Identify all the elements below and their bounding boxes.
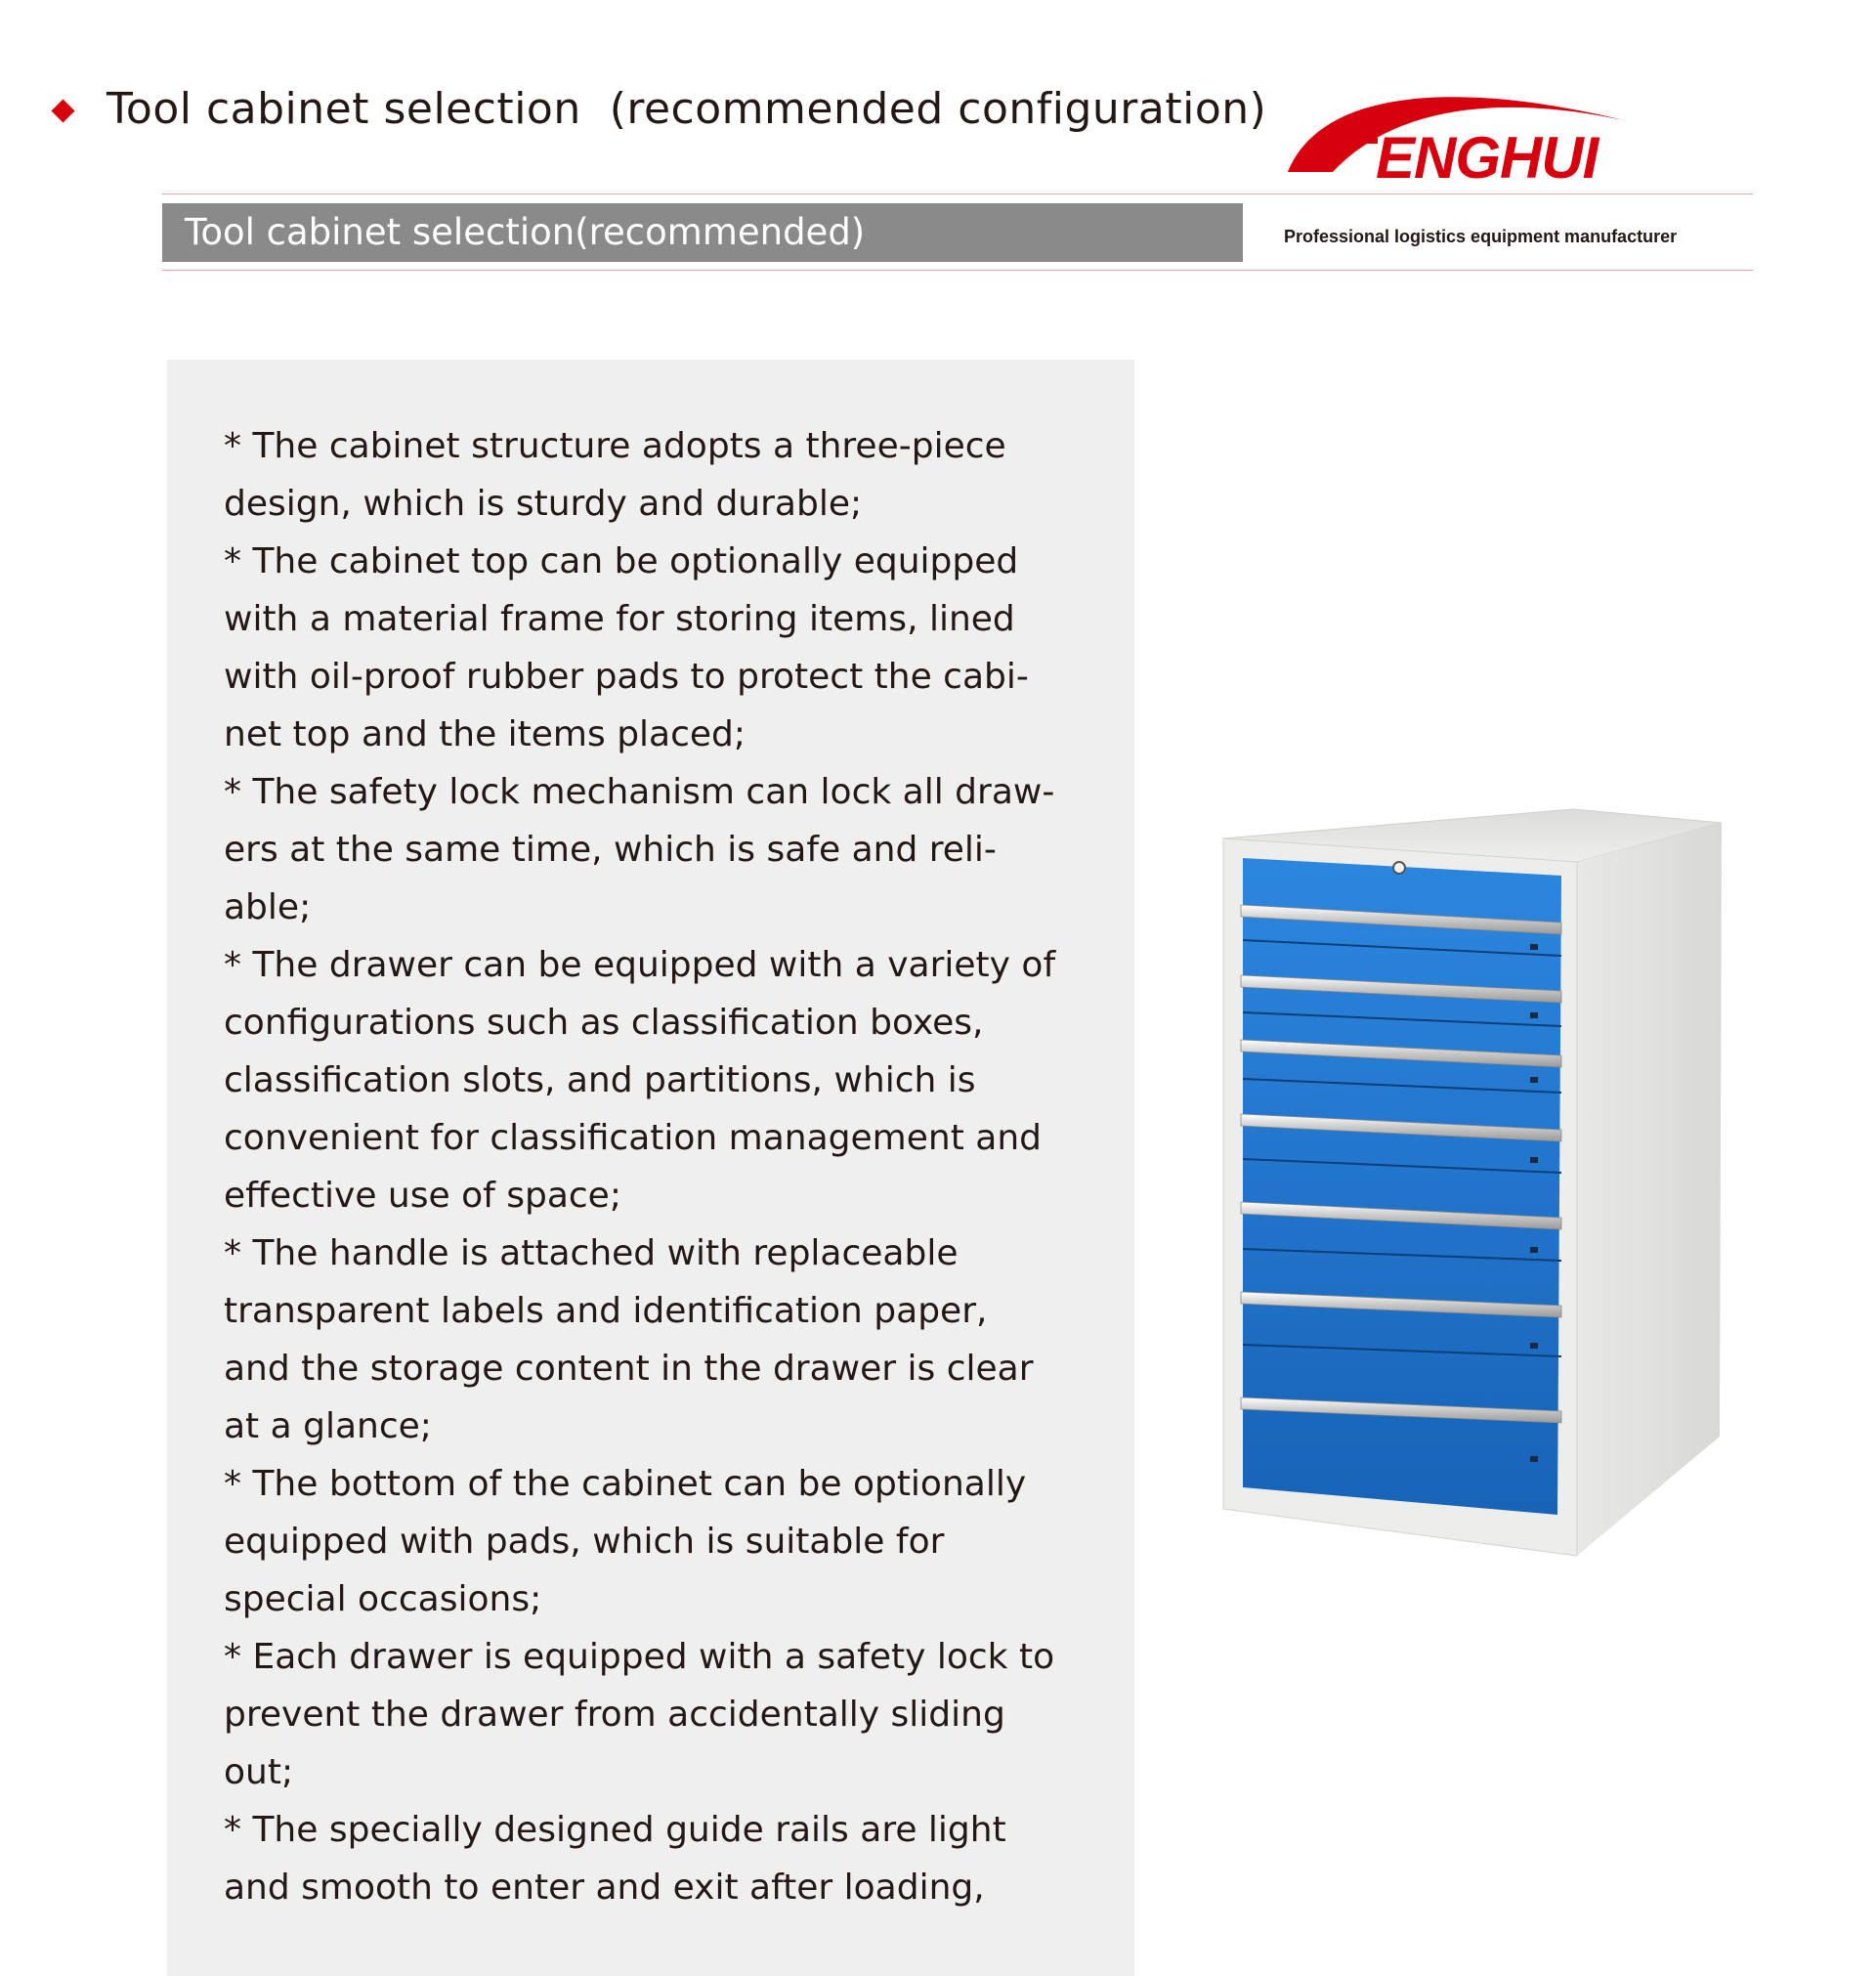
header-rule-top — [162, 193, 1753, 194]
description-line: * The cabinet top can be optionally equipped — [224, 541, 1019, 581]
description-line: * The bottom of the cabinet can be optionally — [224, 1464, 1027, 1504]
description-line: transparent labels and identification paper, — [224, 1291, 988, 1331]
description-line: configurations such as classification boxes, — [224, 1003, 984, 1043]
description-line: * The specially designed guide rails are light — [224, 1810, 1006, 1850]
description-line: prevent the drawer from accidentally sliding — [224, 1695, 1005, 1735]
description-line: * Each drawer is equipped with a safety lock to — [224, 1637, 1055, 1677]
header-rule-bottom — [162, 270, 1753, 271]
section-banner: Tool cabinet selection(recommended) — [162, 203, 1243, 262]
description-line: * The handle is attached with replaceable — [224, 1233, 959, 1273]
cabinet-lock-icon — [1393, 862, 1405, 874]
description-panel — [167, 360, 1134, 1976]
description-line: classification slots, and partitions, which is — [224, 1060, 976, 1100]
description-line: * The drawer can be equipped with a variety of — [224, 945, 1056, 985]
logo-wordmark: ENGHUI — [1376, 125, 1599, 186]
description-line: convenient for classification management and — [224, 1118, 1042, 1158]
description-line: special occasions; — [224, 1579, 542, 1619]
description-line: and the storage content in the drawer is clear — [224, 1349, 1034, 1389]
description-line: and smooth to enter and exit after loading, — [224, 1868, 985, 1908]
description-line: * The safety lock mechanism can lock all draw- — [224, 772, 1055, 812]
description-line: ers at the same time, which is safe and reli- — [224, 830, 997, 870]
description-line: with oil-proof rubber pads to protect the cabi- — [224, 657, 1029, 697]
page-heading — [55, 84, 1266, 134]
description-line: equipped with pads, which is suitable for — [224, 1522, 945, 1562]
cabinet-side — [1577, 823, 1722, 1556]
logo-crossbar — [1341, 135, 1378, 144]
tool-cabinet-image — [1221, 803, 1729, 1558]
page-title: Tool cabinet selection (recommended configuration) — [107, 84, 1267, 134]
description-line: at a glance; — [224, 1406, 432, 1446]
brand-tagline: Professional logistics equipment manufacturer — [1284, 227, 1678, 246]
diamond-bullet-icon — [51, 99, 74, 122]
description-line: design, which is sturdy and durable; — [224, 484, 863, 524]
description-line: out; — [224, 1752, 294, 1792]
description-line: with a material frame for storing items, lined — [224, 599, 1015, 639]
description-line: net top and the items placed; — [224, 714, 746, 754]
description-line: effective use of space; — [224, 1176, 621, 1216]
brand-logo — [1288, 78, 1640, 186]
description-line: able; — [224, 887, 312, 927]
description-text — [224, 417, 1084, 1916]
description-line: * The cabinet structure adopts a three-piece — [224, 426, 1006, 466]
